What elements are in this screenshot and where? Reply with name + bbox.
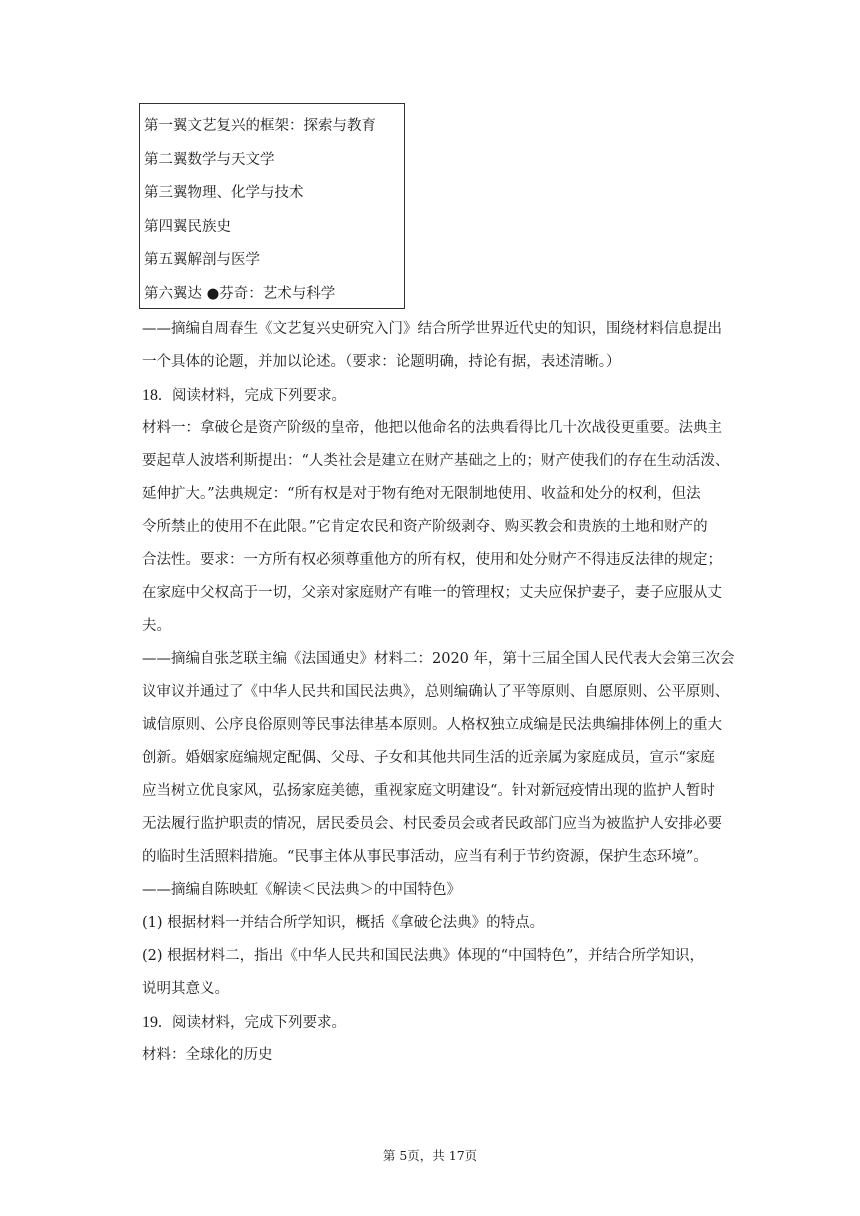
q19-material-line: 材料：全球化的历史 bbox=[142, 1047, 273, 1063]
q18-heading bbox=[142, 379, 752, 412]
q17-source-line: ——摘编自周春生《文艺复兴史研究入门》结合所学世界近代史的知识，围绕材料信息提出 bbox=[142, 321, 722, 337]
q18-material1-line: 令所禁止的使用不在此限。”它肯定农民和资产阶级剥夺、购买教会和贵族的土地和财产的 bbox=[142, 519, 708, 535]
q19-number: 19. bbox=[142, 1014, 162, 1031]
document-body bbox=[142, 313, 752, 1072]
box-line: 第一翼文艺复兴的框架：探索与教育 bbox=[144, 118, 376, 134]
page-footer: 第 5页，共 17页 bbox=[382, 1148, 478, 1163]
q18-material1-line: 延伸扩大。”法典规定：“所有权是对于物有绝对无限制地使用、收益和处分的权利，但法 bbox=[142, 486, 701, 502]
q18-material1-line: 合法性。要求：一方所有权必须尊重他方的所有权，使用和处分财产不得违反法律的规定； bbox=[142, 552, 722, 568]
q18-sub-question-1: (1) 根据材料一并结合所学知识，概括《拿破仑法典》的特点。 bbox=[142, 915, 545, 931]
box-line: 第三翼物理、化学与技术 bbox=[144, 185, 304, 201]
q18-number: 18. bbox=[142, 387, 162, 404]
box-line: 第五翼解剖与医学 bbox=[144, 252, 260, 268]
box-line: 第二翼数学与天文学 bbox=[144, 151, 275, 168]
q18-material2-line: ——摘编自张芝联主编《法国通史》材料二：2020 年，第十三届全国人民代表大会第三次会 bbox=[142, 651, 735, 667]
q18-material1-line: 夫。 bbox=[142, 618, 171, 634]
exhibition-list-box bbox=[139, 103, 405, 309]
q18-sub-question-2: (2) 根据材料二，指出《中华人民共和国民法典》体现的“中国特色”，并结合所学知识， bbox=[142, 948, 704, 964]
box-line: 第四翼民族史 bbox=[144, 218, 231, 235]
q18-material2-line: 创新。婚姻家庭编规定配偶、父母、子女和其他共同生活的近亲属为家庭成员，宣示“家庭 bbox=[142, 750, 715, 766]
q18-material1-line: 要起草人波塔利斯提出：“人类社会是建立在财产基础之上的；财产使我们的存在生动活泼、 bbox=[142, 453, 730, 469]
q18-material2-line: 的临时生活照料措施。“民事主体从事民事活动，应当有利于节约资源，保护生态环境”。 bbox=[142, 849, 708, 865]
q18-material2-source: ——摘编自陈映虹《解读＜民法典＞的中国特色》 bbox=[142, 882, 461, 898]
q18-material1-line: 材料一：拿破仑是资产阶级的皇帝，他把以他命名的法典看得比几十次战役更重要。法典主 bbox=[142, 420, 722, 436]
q18-sub-question-2-cont: 说明其意义。 bbox=[142, 981, 229, 997]
q17-source-line: 一个具体的论题，并加以论述。（要求：论题明确，持论有据，表述清晰。） bbox=[142, 354, 621, 370]
q18-material2-line: 应当树立优良家风，弘扬家庭美德，重视家庭文明建设“。针对新冠疫情出现的监护人暂时 bbox=[142, 783, 715, 799]
q18-material1-line: 在家庭中父权高于一切，父亲对家庭财产有唯一的管理权；丈夫应保护妻子，妻子应服从丈 bbox=[142, 585, 722, 601]
box-line: 第六翼达 ●芬奇：艺术与科学 bbox=[144, 285, 336, 302]
q19-prompt: 阅读材料，完成下列要求。 bbox=[172, 1015, 346, 1031]
q19-heading bbox=[142, 1006, 752, 1039]
q18-material2-line: 诚信原则、公序良俗原则等民事法律基本原则。人格权独立成编是民法典编排体例上的重大 bbox=[142, 717, 722, 733]
q18-material2-line: 议审议并通过了《中华人民共和国民法典》，总则编确认了平等原则、自愿原则、公平原则、 bbox=[142, 684, 730, 700]
q18-material2-line: 无法履行监护职责的情况，居民委员会、村民委员会或者民政部门应当为被监护人安排必要 bbox=[142, 816, 722, 832]
q18-prompt: 阅读材料，完成下列要求。 bbox=[172, 388, 346, 404]
